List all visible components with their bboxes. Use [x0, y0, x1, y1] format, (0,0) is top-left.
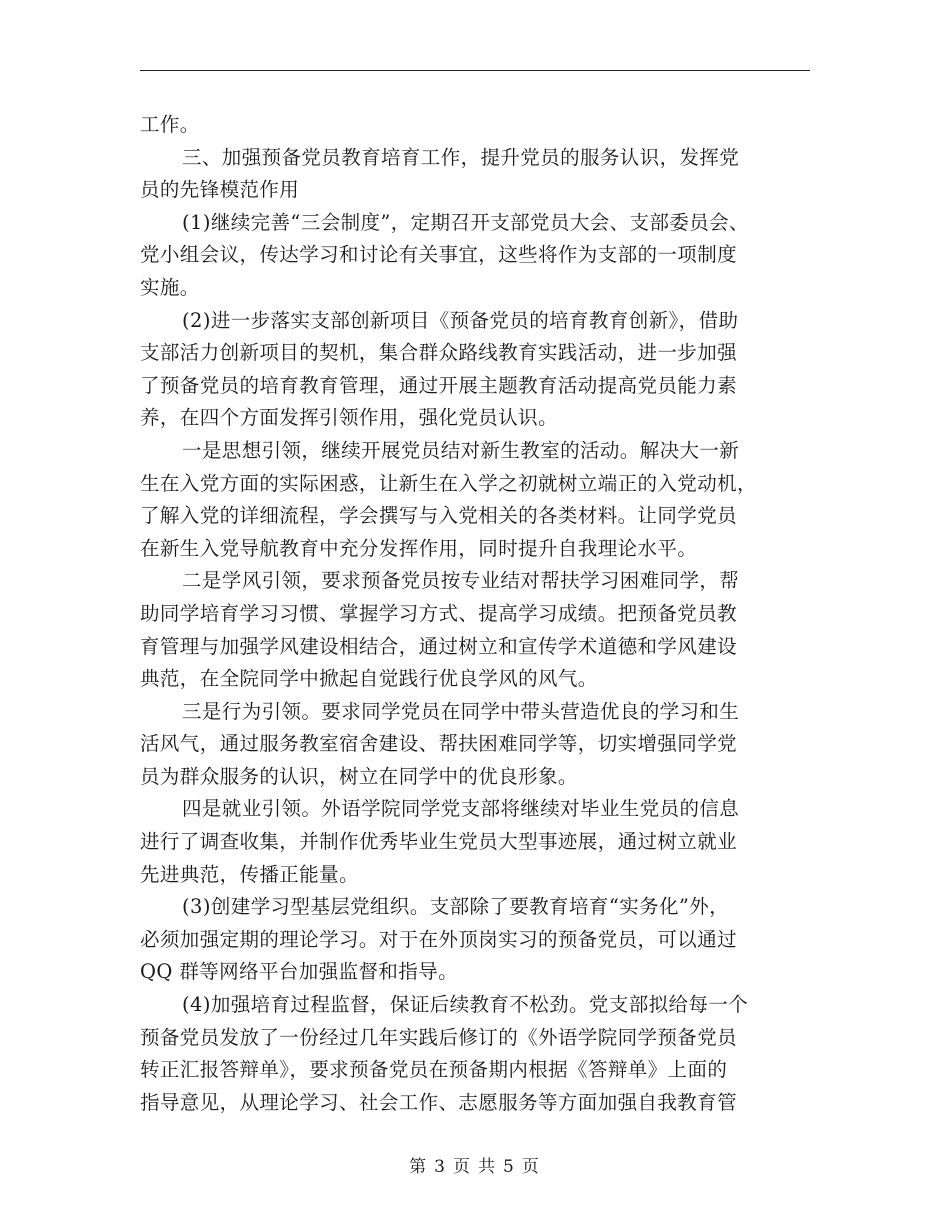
text-line: QQ 群等网络平台加强监督和指导。 — [140, 960, 458, 984]
text-line: 转正汇报答辩单》，要求预备党员在预备期内根据《答辩单》上面的 — [140, 1058, 728, 1082]
footer-page-word: 页 — [453, 1157, 472, 1177]
text-line: 二是学风引领，要求预备党员按专业结对帮扶学习困难同学，帮 — [182, 569, 740, 593]
text-line: 预备党员发放了一份经过几年实践后修订的《外语学院同学预备党员 — [140, 1025, 738, 1049]
text-line: 必须加强定期的理论学习。对于在外顶岗实习的预备党员，可以通过 — [140, 927, 738, 951]
text-line: 了预备党员的培育教育管理，通过开展主题教育活动提高党员能力素 — [140, 373, 738, 397]
text-line: 支部活力创新项目的契机，集合群众路线教育实践活动，进一步加强 — [140, 341, 738, 365]
text-line: 实施。 — [140, 275, 200, 299]
footer-total-pages: 5 — [503, 1157, 516, 1177]
text-line: 在新生入党导航教育中充分发挥作用，同时提升自我理论水平。 — [140, 536, 698, 560]
footer-suffix: 页 — [521, 1157, 541, 1177]
text-line: 养，在四个方面发挥引领作用，强化党员认识。 — [140, 406, 558, 430]
text-line: (2)进一步落实支部创新项目《预备党员的培育教育创新》，借助 — [182, 308, 739, 332]
text-line: 活风气，通过服务教室宿舍建设、帮扶困难同学等，切实增强同学党 — [140, 732, 738, 756]
text-line: 党小组会议，传达学习和讨论有关事宜，这些将作为支部的一项制度 — [140, 243, 738, 267]
page-footer — [0, 1152, 950, 1177]
header-rule — [140, 70, 810, 71]
text-line: 三、加强预备党员教育培育工作，提升党员的服务认识，发挥党 — [182, 145, 740, 169]
text-line: 进行了调查收集，并制作优秀毕业生党员大型事迹展，通过树立就业 — [140, 830, 738, 854]
text-line: 先进典范，传播正能量。 — [140, 862, 359, 886]
text-line: 了解入党的详细流程，学会撰写与入党相关的各类材料。让同学党员 — [140, 504, 738, 528]
footer-current-page: 3 — [434, 1157, 447, 1177]
text-line: (1)继续完善“三会制度”，定期召开支部党员大会、支部委员会、 — [182, 210, 749, 234]
text-line: 工作。 — [140, 113, 200, 136]
text-line: 助同学培育学习习惯、掌握学习方式、提高学习成绩。把预备党员教 — [140, 601, 738, 625]
text-line: 典范，在全院同学中掀起自觉践行优良学风的风气。 — [140, 667, 598, 691]
text-line: 一是思想引领，继续开展党员结对新生教室的活动。解决大一新 — [182, 438, 740, 462]
footer-prefix: 第 — [409, 1157, 429, 1177]
text-line: (4)加强培育过程监督，保证后续教育不松劲。党支部拟给每一个 — [182, 993, 749, 1017]
text-line: 生在入党方面的实际困惑，让新生在入学之初就树立端正的入党动机， — [140, 471, 757, 495]
footer-total-word: 共 — [478, 1157, 497, 1177]
text-line: 员为群众服务的认识，树立在同学中的优良形象。 — [140, 764, 578, 788]
text-line: 育管理与加强学风建设相结合，通过树立和宣传学术道德和学风建设 — [140, 634, 738, 658]
text-line: (3)创建学习型基层党组织。支部除了要教育培育“实务化”外， — [182, 895, 730, 919]
text-line: 四是就业引领。外语学院同学党支部将继续对毕业生党员的信息 — [182, 797, 740, 821]
text-line: 员的先锋模范作用 — [140, 178, 300, 202]
document-body — [140, 109, 816, 1119]
text-line: 三是行为引领。要求同学党员在同学中带头营造优良的学习和生 — [182, 699, 740, 723]
text-line: 指导意见，从理论学习、社会工作、志愿服务等方面加强自我教育管 — [140, 1090, 738, 1114]
